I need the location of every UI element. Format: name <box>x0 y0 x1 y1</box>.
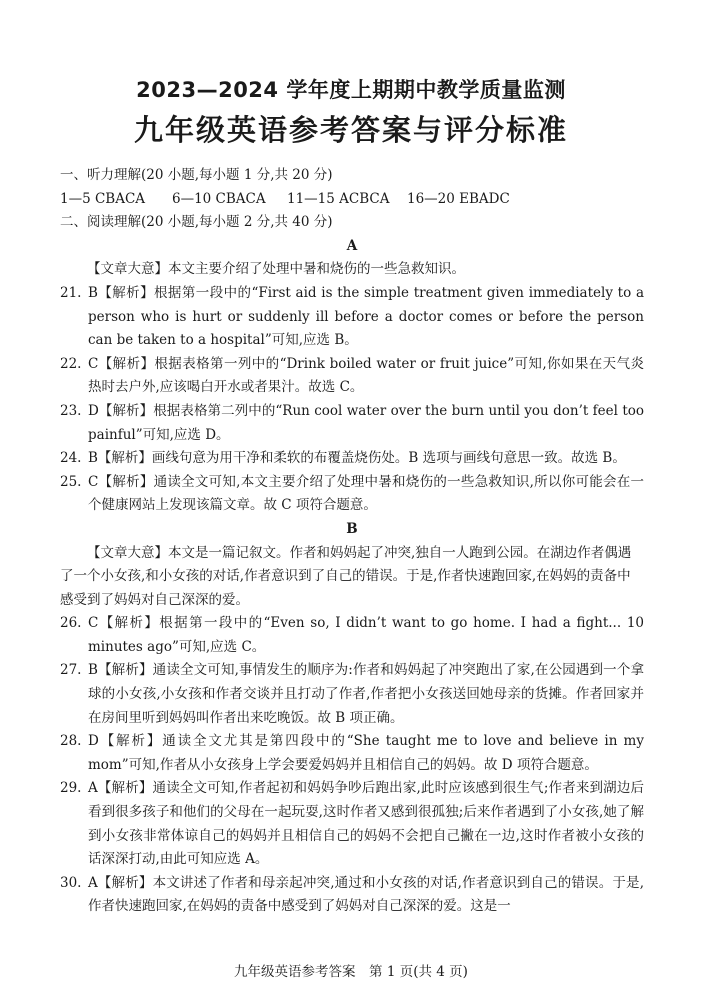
question-number: 24. <box>60 450 82 467</box>
part-b-summary: 【文章大意】本文是一篇记叙文。作者和妈妈起了冲突,独自一人跑到公园。在湖边作者偶遇了一个小女孩,和小女孩的对话,作者意识到了自己的错误。于是,作者快速跑回家,在妈妈的责备中感受到了妈妈对自己深深的爱。 <box>60 544 632 608</box>
document-title: 九年级英语参考答案与评分标准 <box>133 113 568 147</box>
section2-heading: 二、阅读理解(20 小题,每小题 2 分,共 40 分) <box>60 214 333 231</box>
answer-group: 6—10 CBACA <box>172 190 266 207</box>
question-item <box>60 282 644 353</box>
question-item <box>60 400 644 447</box>
question-explanation: A【解析】通读全文可知,作者起初和妈妈争吵后跑出家,此时应该感到很生气;作者来到湖边后看到很多孩子和他们的父母在一起玩耍,这时作者又感到很孤独;后来作者遇到了小女孩,她了解到小女孩非常体谅自己的妈妈并且相信自己的妈妈不会把自己撇在一边,这时作者被小女孩的话深深打动,由此可知应选 A。 <box>88 780 644 868</box>
question-number: 26. <box>60 615 82 632</box>
question-item <box>60 447 644 471</box>
question-item <box>60 777 644 871</box>
question-explanation: C【解析】通读全文可知,本文主要介绍了处理中暑和烧伤的一些急救知识,所以你可能会在一个健康网站上发现该篇文章。故 C 项符合题意。 <box>88 473 644 514</box>
answer-group: 16—20 EBADC <box>407 190 510 207</box>
answer-group: 1—5 CBACA <box>60 190 146 207</box>
question-explanation: C【解析】根据表格第一列中的“Drink boiled water or fruit juice”可知,你如果在天气炎热时去户外,应该喝白开水或者果汁。故选 C。 <box>88 355 644 396</box>
question-item <box>60 659 644 730</box>
question-number: 23. <box>60 402 82 419</box>
answer-content <box>60 164 644 919</box>
listening-answers <box>60 188 644 212</box>
question-item <box>60 471 644 518</box>
question-number: 25. <box>60 473 82 490</box>
question-explanation: B【解析】通读全文可知,事情发生的顺序为:作者和妈妈起了冲突跑出了家,在公园遇到一个拿球的小女孩,小女孩和作者交谈并且打动了作者,作者把小女孩送回她母亲的货摊。作者回家并在房间里听到妈妈叫作者出来吃晚饭。故 B 项正确。 <box>88 662 644 726</box>
question-explanation: C【解析】根据第一段中的“Even so, I didn’t want to go home. I had a fight... 10 minutes ago”可知,应选 C。 <box>88 615 644 655</box>
section1-heading: 一、听力理解(20 小题,每小题 1 分,共 20 分) <box>60 167 333 183</box>
part-a-label: A <box>346 237 358 254</box>
page-footer: 九年级英语参考答案 第 1 页(共 4 页) <box>234 964 468 980</box>
part-a-summary: 【文章大意】本文主要介绍了处理中暑和烧伤的一些急救知识。 <box>87 261 465 278</box>
question-explanation: A【解析】本文讲述了作者和母亲起冲突,通过和小女孩的对话,作者意识到自己的错误。于是,作者快速跑回家,在妈妈的责备中感受到了妈妈对自己深深的爱。这是一 <box>88 874 644 915</box>
question-explanation: D【解析】通读全文尤其是第四段中的“She taught me to love and believe in my mom”可知,作者从小女孩身上学会要爱妈妈并且相信自己的妈妈。故 D 项符合题意。 <box>88 733 644 773</box>
exam-title: 2023—2024 学年度上期期中教学质量监测 <box>136 78 566 102</box>
question-item <box>60 872 644 919</box>
question-explanation: B【解析】画线句意为用干净和柔软的布覆盖烧伤处。B 选项与画线句意思一致。故选 B。 <box>88 450 626 467</box>
part-b-label: B <box>346 520 358 537</box>
question-item <box>60 353 644 400</box>
question-number: 30. <box>60 874 82 891</box>
question-number: 29. <box>60 780 82 797</box>
question-item <box>60 730 644 777</box>
question-item <box>60 612 644 659</box>
question-number: 21. <box>60 284 82 301</box>
question-explanation: B【解析】根据第一段中的“First aid is the simple treatment given immediately to a person who is hurt or suddenly ill before a doctor comes or before the person can be taken to a hospital”可知,应选 B。 <box>88 284 644 349</box>
question-number: 28. <box>60 733 82 750</box>
question-number: 27. <box>60 662 82 679</box>
question-number: 22. <box>60 355 82 372</box>
question-explanation: D【解析】根据表格第二列中的“Run cool water over the burn until you don’t feel too painful”可知,应选 D。 <box>88 402 644 443</box>
answer-group: 11—15 ACBCA <box>287 190 390 207</box>
